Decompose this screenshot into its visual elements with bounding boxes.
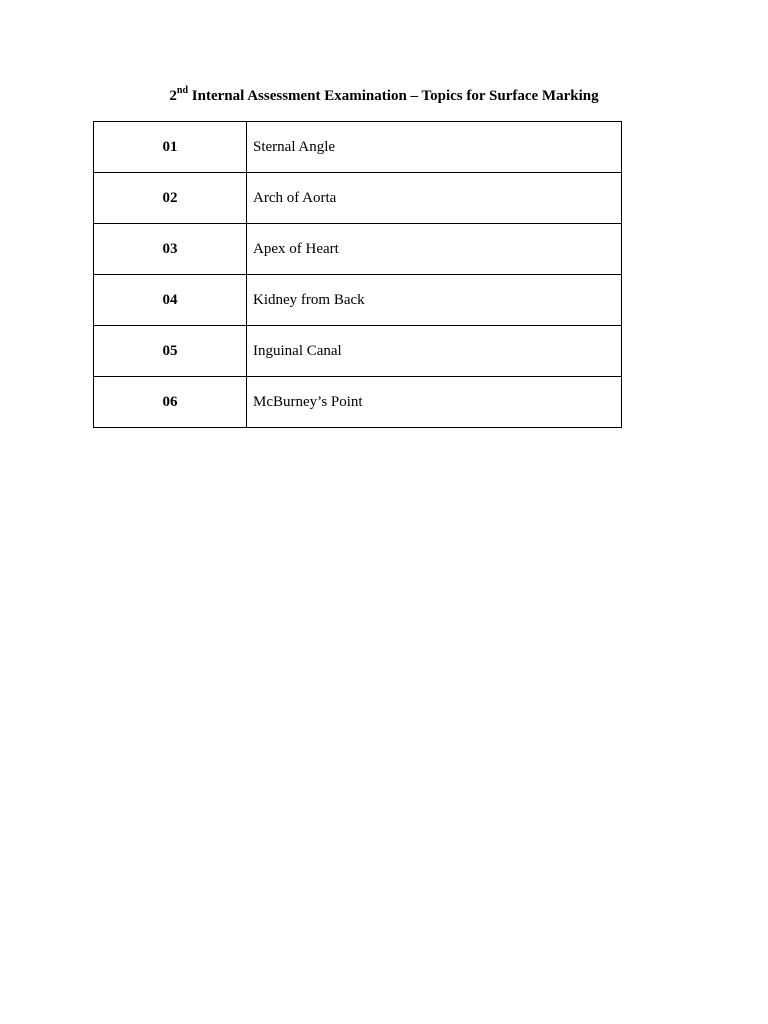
- table-row: [94, 275, 622, 326]
- topic-number: 06: [94, 377, 247, 428]
- topic-number: 03: [94, 224, 247, 275]
- topic-name: Inguinal Canal: [247, 326, 622, 377]
- topics-table: [93, 121, 622, 428]
- table-row: [94, 326, 622, 377]
- topic-number: 04: [94, 275, 247, 326]
- topic-name: Arch of Aorta: [247, 173, 622, 224]
- table-row: [94, 377, 622, 428]
- table-row: [94, 122, 622, 173]
- topic-name: Kidney from Back: [247, 275, 622, 326]
- table-row: [94, 224, 622, 275]
- table-row: [94, 173, 622, 224]
- topic-number: 02: [94, 173, 247, 224]
- title-prefix: 2: [169, 88, 177, 104]
- topic-number: 01: [94, 122, 247, 173]
- topic-name: McBurney’s Point: [247, 377, 622, 428]
- topic-name: Sternal Angle: [247, 122, 622, 173]
- topic-number: 05: [94, 326, 247, 377]
- page-title: [0, 86, 768, 106]
- title-superscript: nd: [176, 85, 189, 96]
- title-rest: Internal Assessment Examination – Topics for Surface Marking: [188, 88, 599, 104]
- topic-name: Apex of Heart: [247, 224, 622, 275]
